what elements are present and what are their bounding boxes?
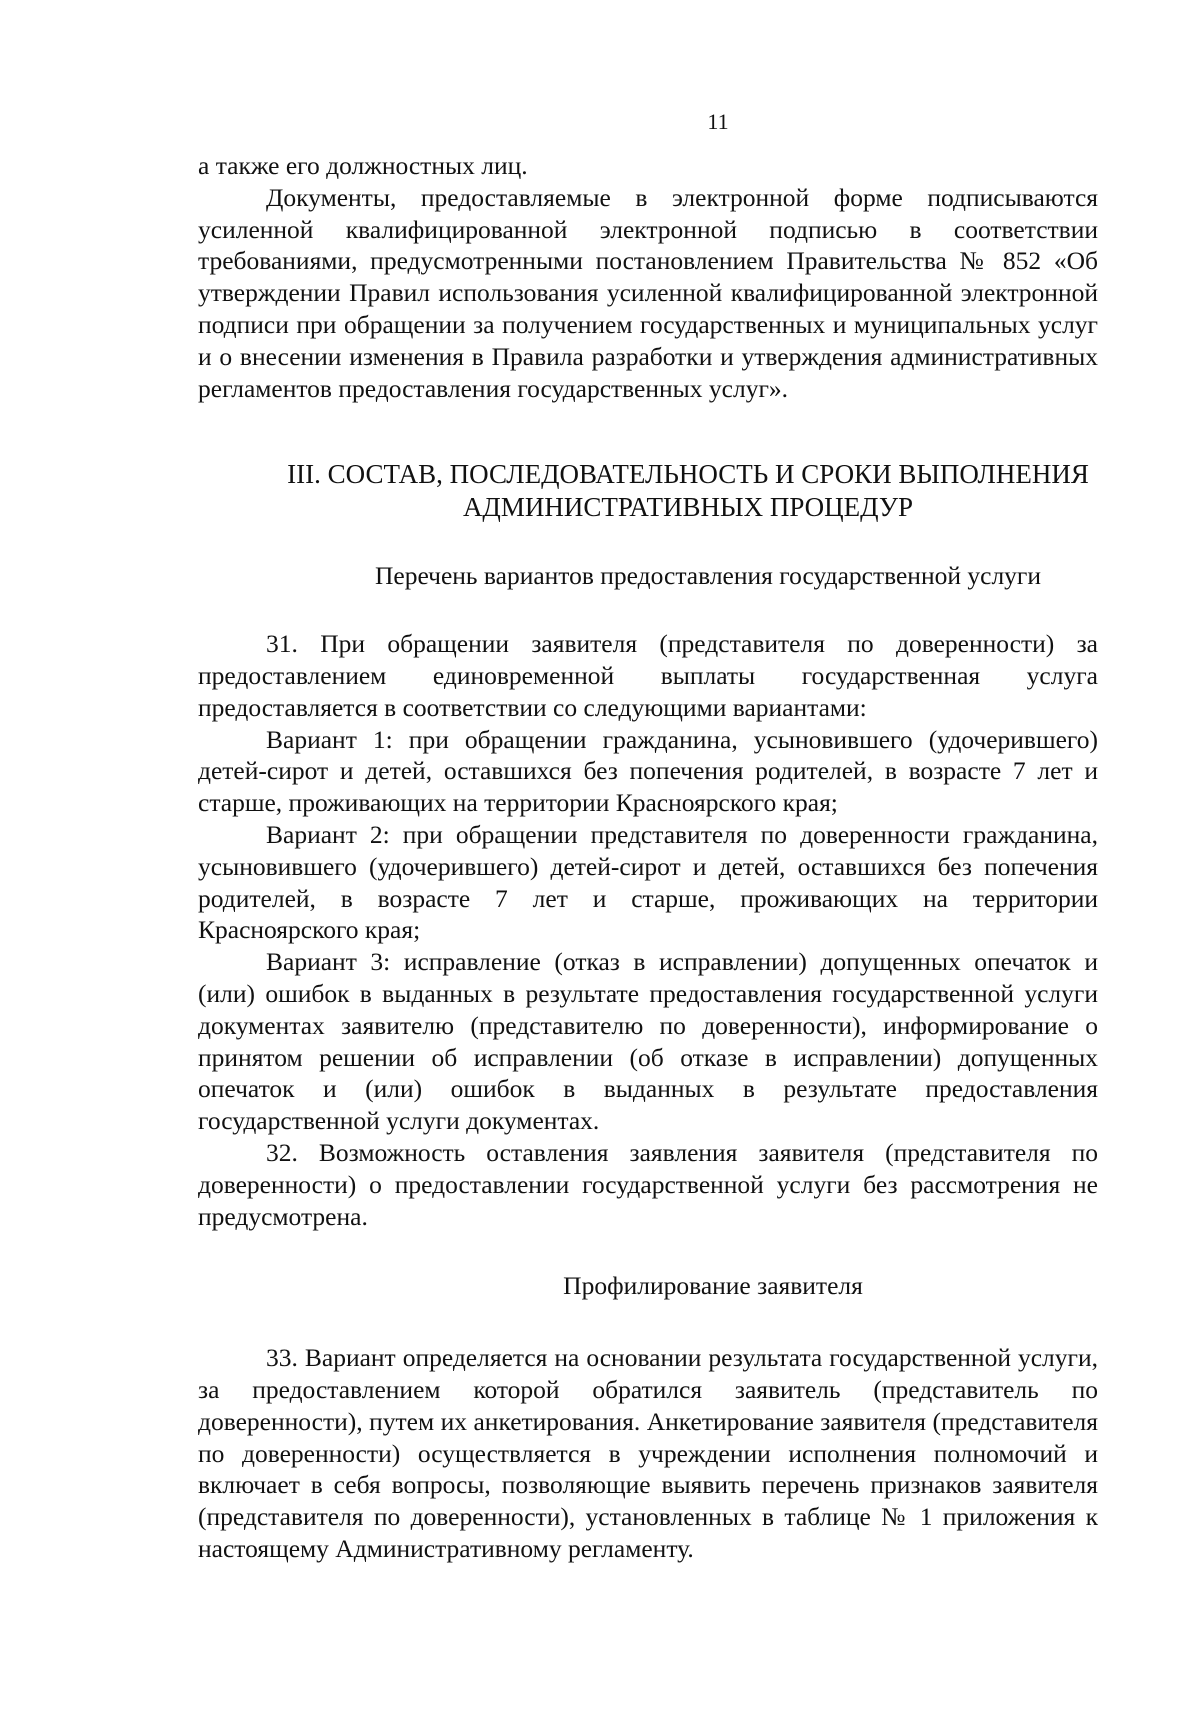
- paragraph-31: 31. При обращении заявителя (представителя по доверенности) за предоставлением единовременной выплаты государственная услуга предоставляется в соответствии со следующими вариантами:: [198, 629, 1098, 722]
- paragraph-variant-3: Вариант 3: исправление (отказ в исправлении) допущенных опечаток и (или) ошибок в выданных в результате предоставления государственной услуги документах заявителю (представителю по доверенности), информирование о принятом решении об исправлении (об отказе в исправлении) допущенных опечаток и (или) ошибок в выданных в результате предоставления государственной услуги документах.: [198, 947, 1098, 1136]
- document-page: [198, 110, 1098, 1565]
- section-title-line-2: АДМИНИСТРАТИВНЫХ ПРОЦЕДУР: [462, 492, 914, 523]
- paragraph-32: 32. Возможность оставления заявления заявителя (представителя по доверенности) о предоставлении государственной услуги без рассмотрения не предусмотрена.: [198, 1137, 1098, 1231]
- section-title: [238, 458, 1138, 524]
- subheading-variants: Перечень вариантов предоставления государственной услуги: [374, 561, 1042, 591]
- paragraph-33: 33. Вариант определяется на основании результата государственной услуги, за предоставлением которой обратился заявитель (представитель по доверенности), путем их анкетирования. Анкетирование заявителя (представителя по доверенности) осуществляется в учреждении исполнения полномочий и включает в себя вопросы, позволяющие выявить перечень признаков заявителя (представителя по доверенности), установленных в таблице № 1 приложения к настоящему Административному регламенту.: [198, 1343, 1098, 1563]
- page-number: 11: [707, 109, 729, 134]
- paragraph-variant-1: Вариант 1: при обращении гражданина, усыновившего (удочерившего) детей-сирот и детей, оставшихся без попечения родителей, в возрасте 7 лет и старше, проживающих на территории Красноярского края;: [198, 724, 1098, 818]
- subheading-profiling: Профилирование заявителя: [563, 1271, 863, 1301]
- section-title-line-1: III. СОСТАВ, ПОСЛЕДОВАТЕЛЬНОСТЬ И СРОКИ ВЫПОЛНЕНИЯ: [287, 459, 1089, 490]
- signature-paragraph: Документы, предоставляемые в электронной форме подписываются усиленной квалифицированной электронной подписью в соответствии требованиями, предусмотренными постановлением Правительства № 852 «Об утверждении Правил использования усиленной квалифицированной электронной подписи при обращении за получением государственных и муниципальных услуг и о внесении изменения в Правила разработки и утверждения административных регламентов предоставления государственных услуг».: [198, 182, 1098, 403]
- lead-paragraph: а также его должностных лиц.: [198, 151, 528, 180]
- paragraph-variant-2: Вариант 2: при обращении представителя по доверенности гражданина, усыновившего (удочерившего) детей-сирот и детей, оставшихся без попечения родителей, в возрасте 7 лет и старше, проживающих на территории Красноярского края;: [198, 819, 1098, 945]
